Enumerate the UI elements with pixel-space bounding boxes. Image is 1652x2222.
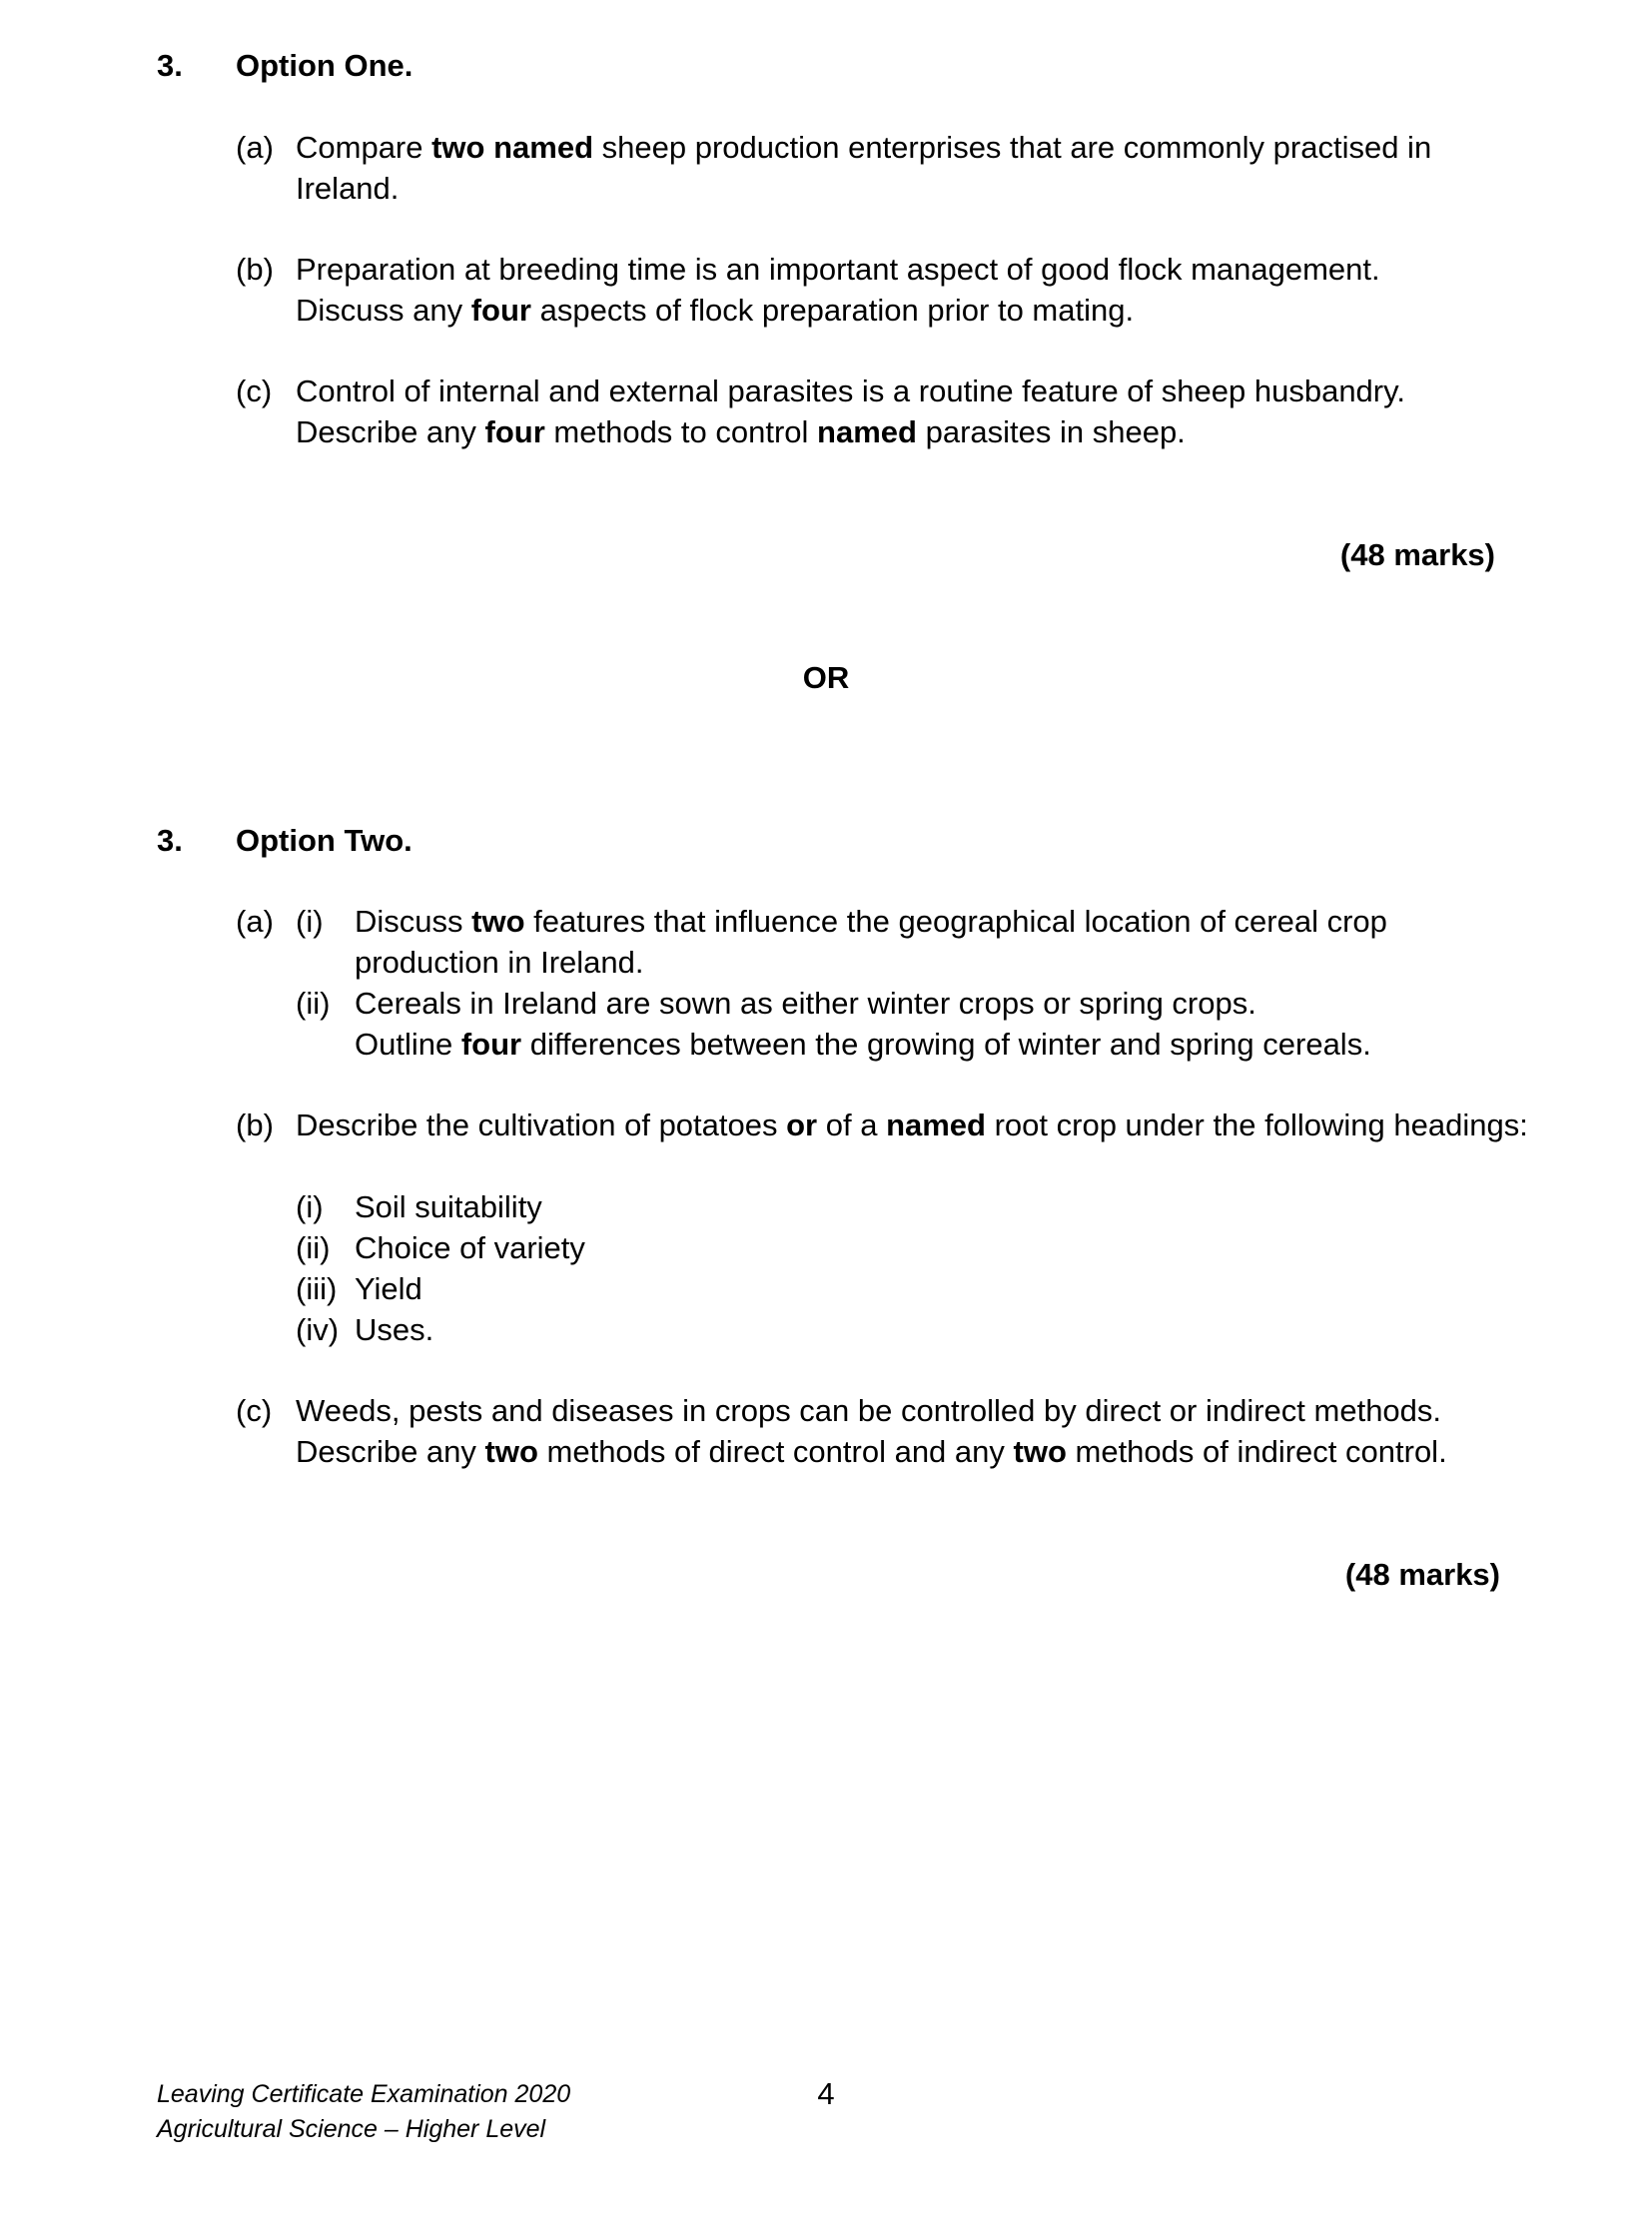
part-b-line-2: Discuss any four aspects of flock preparation prior to mating.: [296, 293, 1135, 328]
heading-item-label: (iii): [296, 1271, 338, 1306]
part-c-label: (c): [236, 1393, 273, 1428]
option-one-marks: (48 marks): [1339, 537, 1495, 572]
subpart-i-line-2: production in Ireland.: [355, 945, 644, 980]
or-separator: OR: [802, 660, 850, 695]
subpart-ii-line-2: Outline four differences between the growing of winter and spring cereals.: [355, 1027, 1371, 1062]
part-b-line-1: Describe the cultivation of potatoes or of a named root crop under the following headings:: [296, 1108, 1528, 1142]
heading-item-text: Uses.: [355, 1312, 434, 1347]
question-number-option-one: 3.: [157, 48, 183, 83]
subpart-i-line-1: Discuss two features that influence the geographical location of cereal crop: [355, 904, 1387, 939]
heading-item-text: Yield: [355, 1271, 422, 1306]
footer-exam-title: Leaving Certificate Examination 2020: [157, 2080, 571, 2108]
part-c-line-1: Control of internal and external parasites is a routine feature of sheep husbandry.: [296, 373, 1405, 408]
page-number: 4: [817, 2076, 835, 2111]
part-a-label: (a): [236, 130, 274, 165]
part-b-line-1: Preparation at breeding time is an important aspect of good flock management.: [296, 252, 1380, 287]
subpart-ii-line-1: Cereals in Ireland are sown as either winter crops or spring crops.: [355, 986, 1256, 1021]
heading-item-label: (ii): [296, 1230, 331, 1265]
part-c-line-2: Describe any four methods to control named parasites in sheep.: [296, 414, 1186, 449]
part-b-label: (b): [236, 252, 274, 287]
part-c-label: (c): [236, 373, 273, 408]
part-b-label: (b): [236, 1108, 274, 1142]
subpart-i-label: (i): [296, 904, 324, 939]
part-c-line-2: Describe any two methods of direct control and any two methods of indirect control.: [296, 1434, 1447, 1469]
part-a-line-1: Compare two named sheep production enterprises that are commonly practised in: [296, 130, 1432, 165]
part-a-line-2: Ireland.: [296, 171, 400, 206]
footer-subject-level: Agricultural Science – Higher Level: [157, 2115, 546, 2143]
part-c-line-1: Weeds, pests and diseases in crops can be controlled by direct or indirect methods.: [296, 1393, 1442, 1428]
option-two-marks: (48 marks): [1344, 1557, 1500, 1592]
heading-item-label: (i): [296, 1189, 324, 1224]
part-a-label: (a): [236, 904, 274, 939]
subpart-ii-label: (ii): [296, 986, 331, 1021]
option-two-title: Option Two.: [236, 823, 413, 858]
heading-item-label: (iv): [296, 1312, 340, 1347]
heading-item-text: Soil suitability: [355, 1189, 542, 1224]
heading-item-text: Choice of variety: [355, 1230, 585, 1265]
option-one-title: Option One.: [236, 48, 413, 83]
question-number-option-two: 3.: [157, 823, 183, 858]
